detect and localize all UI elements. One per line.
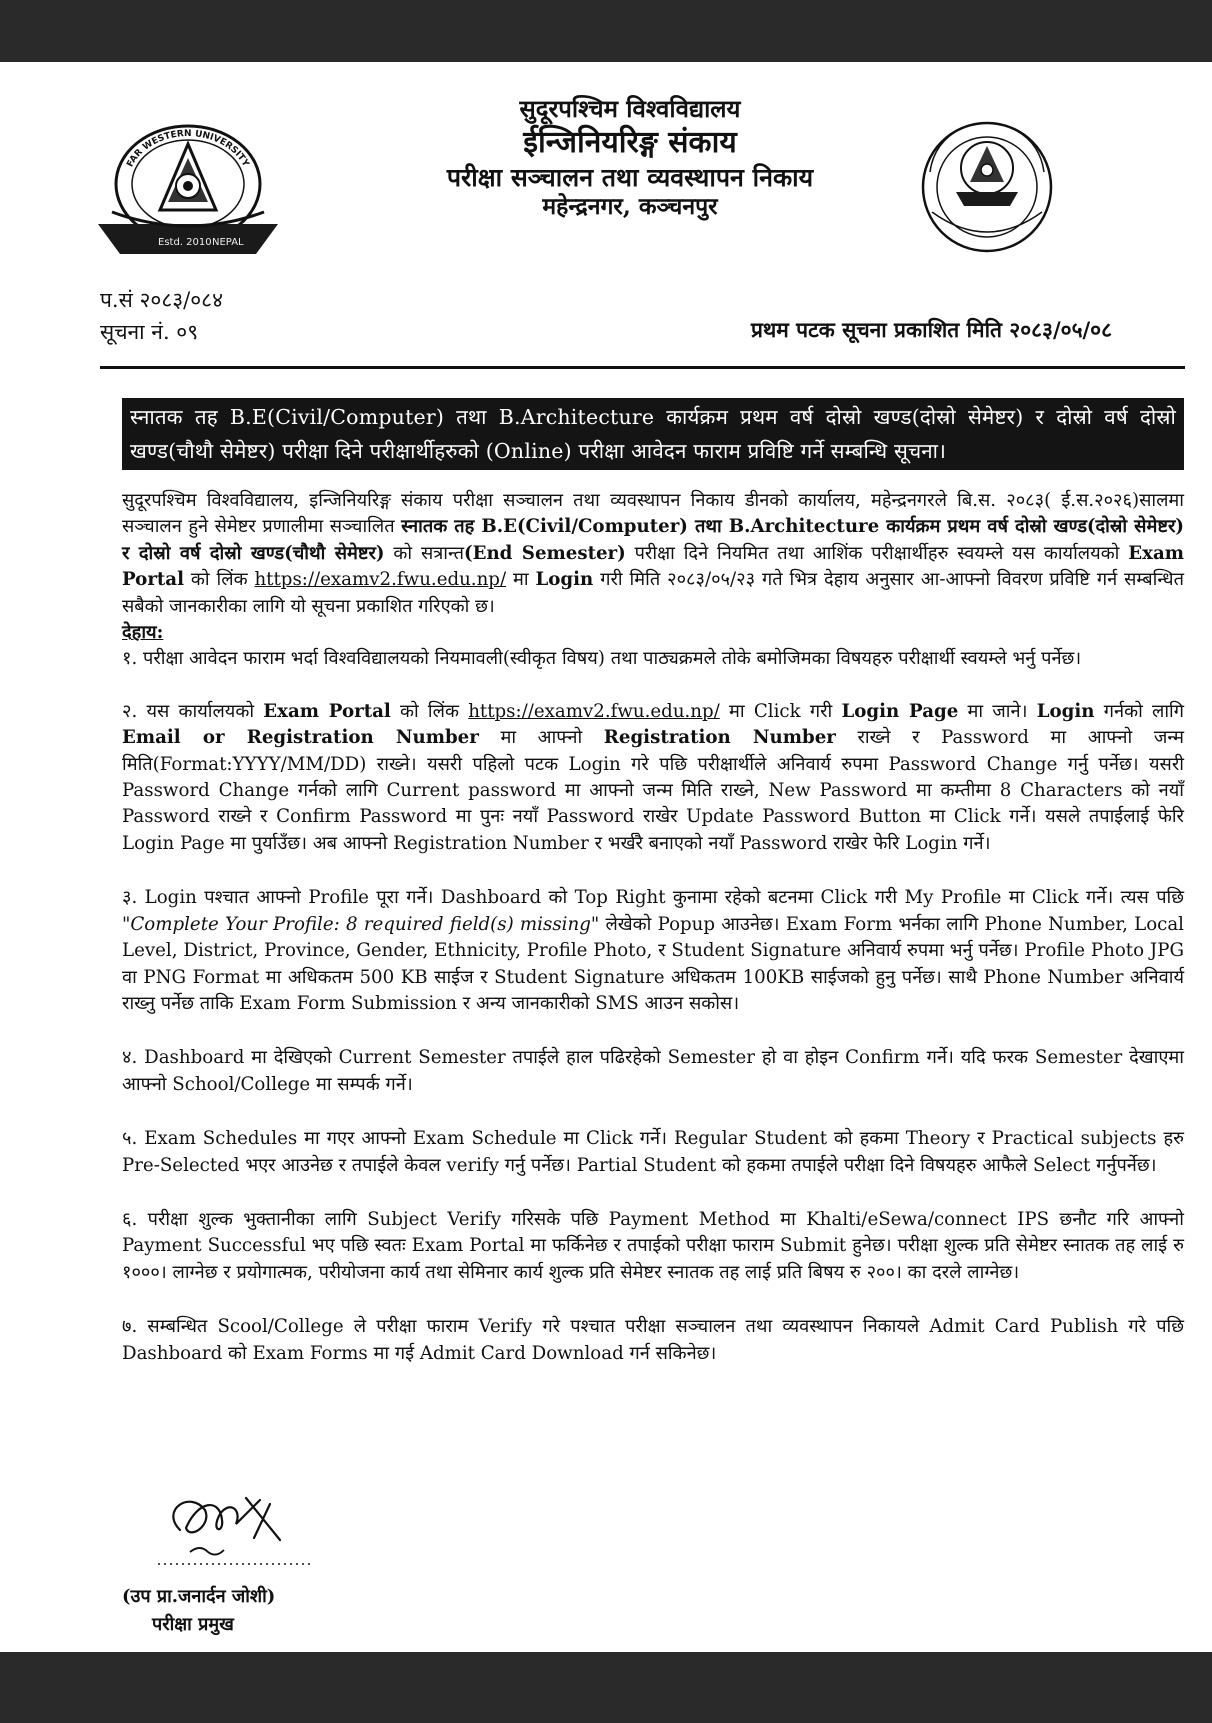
office-stamp-icon [912, 112, 1062, 262]
office-location: महेन्द्रनगर, कञ्चनपुर [542, 192, 718, 220]
list-item-1: १. परीक्षा आवेदन फाराम भर्दा विश्वविद्यालयको नियमावली(स्वीकृत विषय) तथा पाठ्यक्रमले तोके बमोजिमका विषयहरु परीक्षार्थी स्वयम्ले भर्नु पर्नेछ। [122, 648, 1082, 670]
scan-border-top [0, 0, 1212, 62]
scan-border-bottom [0, 1652, 1212, 1723]
letter-number: प.सं २०८३/०८४ [100, 288, 223, 312]
signatory-name: (उप प्रा.जनार्दन जोशी) [122, 1586, 276, 1607]
list-item-2: २. यस कार्यालयको Exam Portal को लिंक https://examv2.fwu.edu.np/ मा Click गरी Login Page मा जाने। Login गर्नको लागि Email or Registration Number मा आफ्नो Registration Number राख्ने र Password मा आफ्नो जन्म मिति(Format:YYYY/MM/DD) राख्ने। यसरी पहिलो पटक Login गरे पछि परीक्षार्थीले अनिवार्य रुपमा Password Change गर्नु पर्नेछ। यसरी Password Change गर्नको लागि Current password मा आफ्नो जन्म मिति राख्ने, New Password मा कम्तीमा 8 Characters को नयाँ Password राख्ने र Confirm Password मा पुनः नयाँ Password राखेर Update Password Button मा Click गर्ने। यसले तपाईलाई फेरि Login Page मा पुर्याउँछ। अब आफ्नो Registration Number र भर्खरै बनाएको नयाँ Password राखेर फेरि Login गर्ने। [122, 700, 1184, 854]
reference-block [100, 284, 223, 348]
published-date: प्रथम पटक सूचना प्रकाशित मिति २०८३/०५/०८ [750, 317, 1112, 342]
header-divider [100, 366, 1185, 369]
university-name: सुदूरपश्चिम विश्वविद्यालय [519, 94, 741, 123]
intro-paragraph: सुदूरपश्चिम विश्वविद्यालय, इन्जिनियरिङ्ग संकाय परीक्षा सञ्चालन तथा व्यवस्थापन निकाय डीनको कार्यालय, महेन्द्रनगरले बि.स. २०८३( ई.स.२०२६)सालमा सञ्चालन हुने सेमेष्टर प्रणालीमा सञ्चालित स्नातक तह B.E(Civil/Computer) तथा B.Architecture कार्यक्रम प्रथम वर्ष दोस्रो खण्ड(दोस्रो सेमेष्टर) र दोस्रो वर्ष दोस्रो खण्ड(चौथौ सेमेष्टर) को सत्रान्त(End Semester) परीक्षा दिने नियमित तथा आशिंक परीक्षार्थीहरु स्वयम्ले यस कार्यालयको Exam Portal को लिंक https://examv2.fwu.edu.np/ मा Login गरी मिति २०८३/०५/२३ गते भित्र देहाय अनुसार आ-आफ्नो विवरण प्रविष्टि गर्न सम्बन्धित सबैको जानकारीका लागि यो सूचना प्रकाशित गरिएको छ। [122, 490, 1184, 617]
list-item-4: ४. Dashboard मा देखिएको Current Semester तपाईले हाल पढिरहेको Semester हो वा होइन Confirm गर्ने। यदि फरक Semester देखाएमा आफ्नो School/College मा सम्पर्क गर्ने। [122, 1047, 1184, 1095]
office-name: परीक्षा सञ्चालन तथा व्यवस्थापन निकाय [446, 162, 814, 192]
list-item-7: ७. सम्बन्धित Scool/College ले परीक्षा फाराम Verify गरे पश्चात परीक्षा सञ्चालन तथा व्यवस्थापन निकायले Admit Card Publish गरे पछि Dashboard को Exam Forms मा गई Admit Card Download गर्न सकिनेछ। [122, 1316, 1184, 1364]
letterhead [380, 94, 880, 222]
signatory-title: परीक्षा प्रमुख [152, 1614, 234, 1635]
list-item-5: ५. Exam Schedules मा गएर आफ्नो Exam Schedule मा Click गर्ने। Regular Student को हकमा Theory र Practical subjects हरु Pre-Selected भएर आउनेछ र तपाईले केवल verify गर्नु पर्नेछ। Partial Student को हकमा तपाईले परीक्षा दिने विषयहरु आफैले Select गर्नुपर्नेछ। [122, 1128, 1184, 1176]
handwritten-signature [150, 1470, 320, 1570]
exam-portal-link-2[interactable]: https://examv2.fwu.edu.np/ [468, 700, 720, 722]
notice-number: सूचना नं. ०९ [100, 320, 199, 344]
exam-portal-link[interactable]: https://examv2.fwu.edu.np/ [254, 569, 507, 591]
notice-body [122, 488, 1184, 1395]
university-seal-icon [88, 122, 288, 272]
faculty-name: ईन्जिनियरिङ्ग संकाय [523, 125, 737, 160]
seal-text-bottom: NEPAL [212, 237, 244, 248]
list-item-6: ६. परीक्षा शुल्क भुक्तानीका लागि Subject Verify गरिसके पछि Payment Method मा Khalti/eSewa/connect IPS छनौट गरि आफ्नो Payment Successful भए पछि स्वतः Exam Portal मा फर्किनेछ र तपाईको परीक्षा फाराम Submit हुनेछ। परीक्षा शुल्क प्रति सेमेष्टर स्नातक तह लाई रु १०००। लाग्नेछ र प्रयोगात्मक, परीयोजना कार्य तथा सेमिनार कार्य शुल्क प्रति सेमेष्टर स्नातक तह लाई प्रति बिषय रु २००। का दरले लाग्नेछ। [122, 1208, 1184, 1283]
dehay-heading: देहाय: [122, 622, 164, 644]
list-item-3: ३. Login पश्चात आफ्नो Profile पूरा गर्ने। Dashboard को Top Right कुनामा रहेको बटनमा Click गरी My Profile मा Click गर्ने। त्यस पछि "Complete Your Profile: 8 required field(s) missing" लेखेको Popup आउनेछ। Exam Form भर्नका लागि Phone Number, Local Level, District, Province, Gender, Ethnicity, Profile Photo, र Student Signature अनिवार्य रुपमा भर्नु पर्नेछ। Profile Photo JPG वा PNG Format मा अधिकतम 500 KB साईज र Student Signature अधिकतम 100KB साईजको हुनु पर्नेछ। साथै Phone Number अनिवार्य राख्नु पर्नेछ ताकि Exam Form Submission र अन्य जानकारीको SMS आउन सकोस। [122, 887, 1184, 1014]
seal-estd-text: Estd. 2010 [158, 237, 212, 248]
seal-text-top: FAR WESTERN UNIVERSITY [125, 128, 251, 169]
notice-title: स्नातक तह B.E(Civil/Computer) तथा B.Architecture कार्यक्रम प्रथम वर्ष दोस्रो खण्ड(दोस्रो सेमेष्टर) र दोस्रो वर्ष दोस्रो खण्ड(चौथौ सेमेष्टर) परीक्षा दिने परीक्षार्थीहरुको (Online) परीक्षा आवेदन फाराम प्रविष्टि गर्ने सम्बन्धि सूचना। [122, 398, 1184, 470]
